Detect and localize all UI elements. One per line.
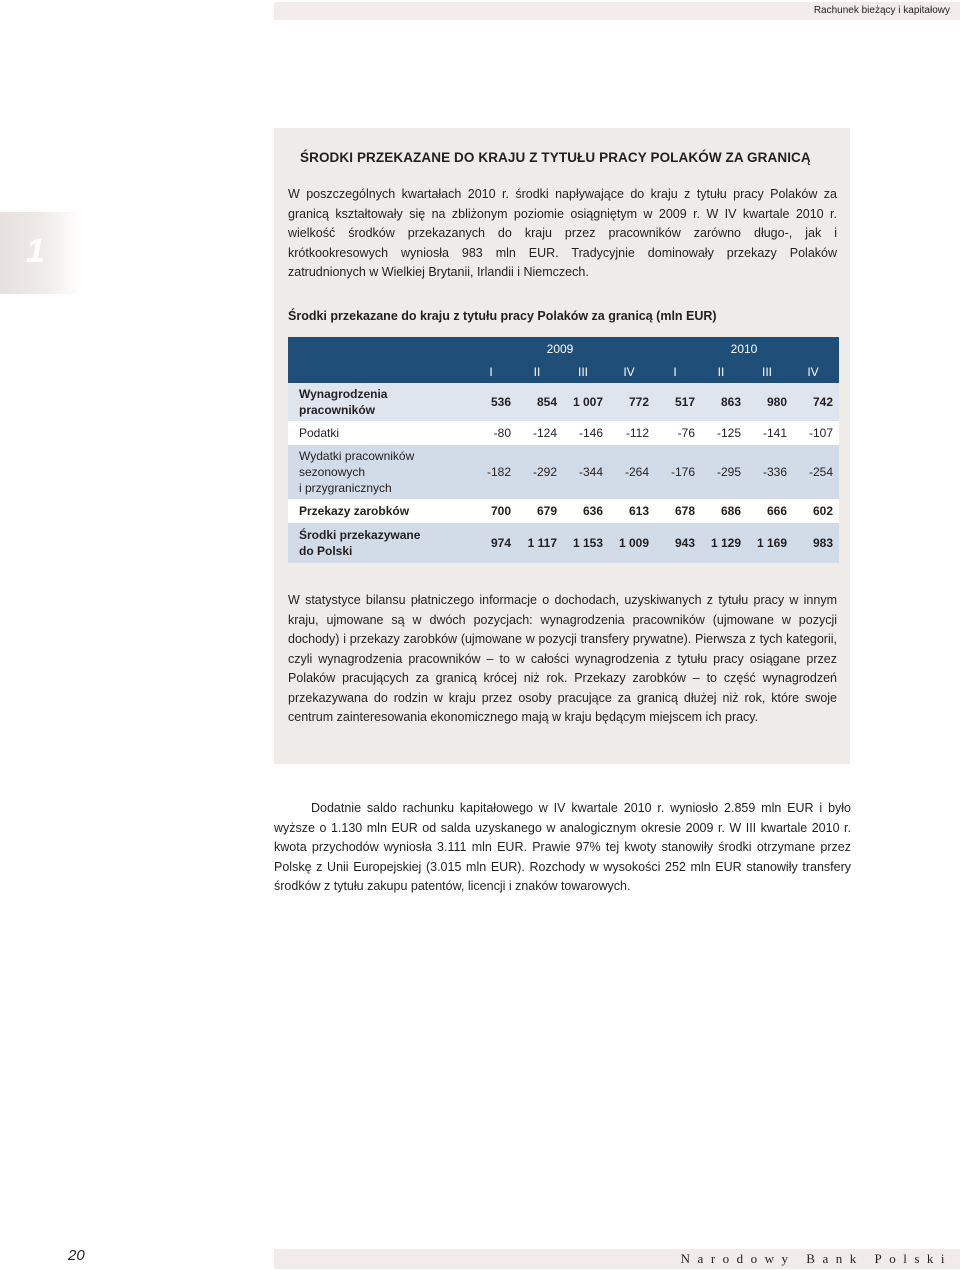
table-cell: -254: [793, 445, 839, 499]
quarter-header: IV: [793, 360, 839, 383]
chapter-number: 1: [26, 232, 45, 270]
quarter-header: III: [747, 360, 793, 383]
table-cell: 1 129: [701, 523, 747, 563]
table-cell: 602: [793, 499, 839, 523]
quarter-header: III: [563, 360, 609, 383]
table-cell: 679: [517, 499, 563, 523]
header-empty: [288, 360, 471, 383]
quarter-header: IV: [609, 360, 655, 383]
table-row: [288, 499, 839, 523]
running-header: [274, 2, 960, 20]
page-number: 20: [68, 1247, 85, 1264]
remittance-table: [288, 337, 839, 563]
table-cell: -125: [701, 421, 747, 445]
table-cell: 772: [609, 383, 655, 421]
table-cell: 517: [655, 383, 701, 421]
box-outro-paragraph: W statystyce bilansu płatniczego informacje o dochodach, uzyskiwanych z tytułu pracy w innym kraju, ujmowane są w dwóch pozycjach: wynagrodzenia pracowników (ujmowane w pozycji dochody) i przekazy zarobków (ujmowane w pozycji transfery prywatne). Pierwsza z tych kategorii, czyli wynagrodzenia pracowników – to w całości wynagrodzenia z tytułu pracy osiągane przez Polaków pracujących za granicą krócej niż rok. Przekazy zarobków – to część wynagrodzeń przekazywana do rodzin w kraju przez osoby pracujące za granicą dłużej niż rok, które swoje centrum zainteresowania ekonomicznego mają w kraju będącym miejscem ich pracy.: [288, 593, 837, 724]
quarter-header: II: [517, 360, 563, 383]
footer-brand: Narodowy Bank Polski: [680, 1251, 952, 1266]
row-label: Środki przekazywane do Polski: [288, 523, 471, 563]
table-cell: 1 169: [747, 523, 793, 563]
box-title: ŚRODKI PRZEKAZANE DO KRAJU Z TYTUŁU PRACY POLAKÓW ZA GRANICĄ: [300, 150, 811, 165]
table-cell: 536: [471, 383, 517, 421]
table-cell: -124: [517, 421, 563, 445]
running-footer: [274, 1249, 960, 1269]
table-cell: 980: [747, 383, 793, 421]
table-cell: 636: [563, 499, 609, 523]
table-cell: -112: [609, 421, 655, 445]
table-cell: 1 117: [517, 523, 563, 563]
table-cell: 1 009: [609, 523, 655, 563]
table-row: [288, 445, 839, 499]
table-cell: -295: [701, 445, 747, 499]
table-cell: -141: [747, 421, 793, 445]
table-cell: 943: [655, 523, 701, 563]
body-paragraph: Dodatnie saldo rachunku kapitałowego w IV kwartale 2010 r. wyniosło 2.859 mln EUR i było wyższe o 1.130 mln EUR od salda uzyskanego w analogicznym okresie 2009 r. W III kwartale 2010 r. kwota przychodów wyniosła 3.111 mln EUR. Prawie 97% tej kwoty stanowiły środki otrzymane przez Polskę z Unii Europejskiej (3.015 mln EUR). Rozchody w wysokości 252 mln EUR stanowiły transfery środków z tytułu zakupu patentów, licencji i znaków towarowych.: [274, 801, 851, 893]
table-cell: -292: [517, 445, 563, 499]
table-caption: Środki przekazane do kraju z tytułu pracy Polaków za granicą (mln EUR): [288, 309, 717, 323]
table-cell: -146: [563, 421, 609, 445]
table-cell: -336: [747, 445, 793, 499]
table-row: [288, 383, 839, 421]
quarter-header: I: [471, 360, 517, 383]
table-row: [288, 523, 839, 563]
table-cell: 686: [701, 499, 747, 523]
table-cell: -182: [471, 445, 517, 499]
table-cell: -107: [793, 421, 839, 445]
table-cell: 613: [609, 499, 655, 523]
table-cell: -76: [655, 421, 701, 445]
header-empty: [288, 337, 471, 360]
running-header-title: Rachunek bieżący i kapitałowy: [813, 5, 950, 16]
table-cell: 742: [793, 383, 839, 421]
table-cell: 983: [793, 523, 839, 563]
row-label: Wydatki pracowników sezonowych i przygranicznych: [288, 445, 471, 499]
table-cell: 678: [655, 499, 701, 523]
table-cell: 974: [471, 523, 517, 563]
table-cell: 863: [701, 383, 747, 421]
row-label: Wynagrodzenia pracowników: [288, 383, 471, 421]
row-label: Podatki: [288, 421, 471, 445]
quarter-header: II: [701, 360, 747, 383]
chapter-tab: [0, 212, 80, 294]
table-cell: 1 007: [563, 383, 609, 421]
table-cell: 700: [471, 499, 517, 523]
table-header-years: [288, 337, 839, 360]
table-cell: -264: [609, 445, 655, 499]
table-cell: 1 153: [563, 523, 609, 563]
table-row: [288, 421, 839, 445]
table-header-quarters: [288, 360, 839, 383]
box-intro-paragraph: W poszczególnych kwartałach 2010 r. środki napływające do kraju z tytułu pracy Polaków za granicą kształtowały się na zbliżonym poziomie osiągniętym w 2009 r. W IV kwartale 2010 r. wielkość środków przekazanych do kraju przez pracowników zarówno długo-, jak i krótkookresowych wyniosła 983 mln EUR. Tradycyjnie dominowały przekazy Polaków zatrudnionych w Wielkiej Brytanii, Irlandii i Niemczech.: [288, 187, 837, 279]
quarter-header: I: [655, 360, 701, 383]
year-header: 2009: [471, 337, 655, 360]
table-cell: -176: [655, 445, 701, 499]
year-header: 2010: [655, 337, 839, 360]
info-box: [274, 128, 850, 764]
table-cell: -344: [563, 445, 609, 499]
table-cell: 854: [517, 383, 563, 421]
table-cell: 666: [747, 499, 793, 523]
row-label: Przekazy zarobków: [288, 499, 471, 523]
table-cell: -80: [471, 421, 517, 445]
